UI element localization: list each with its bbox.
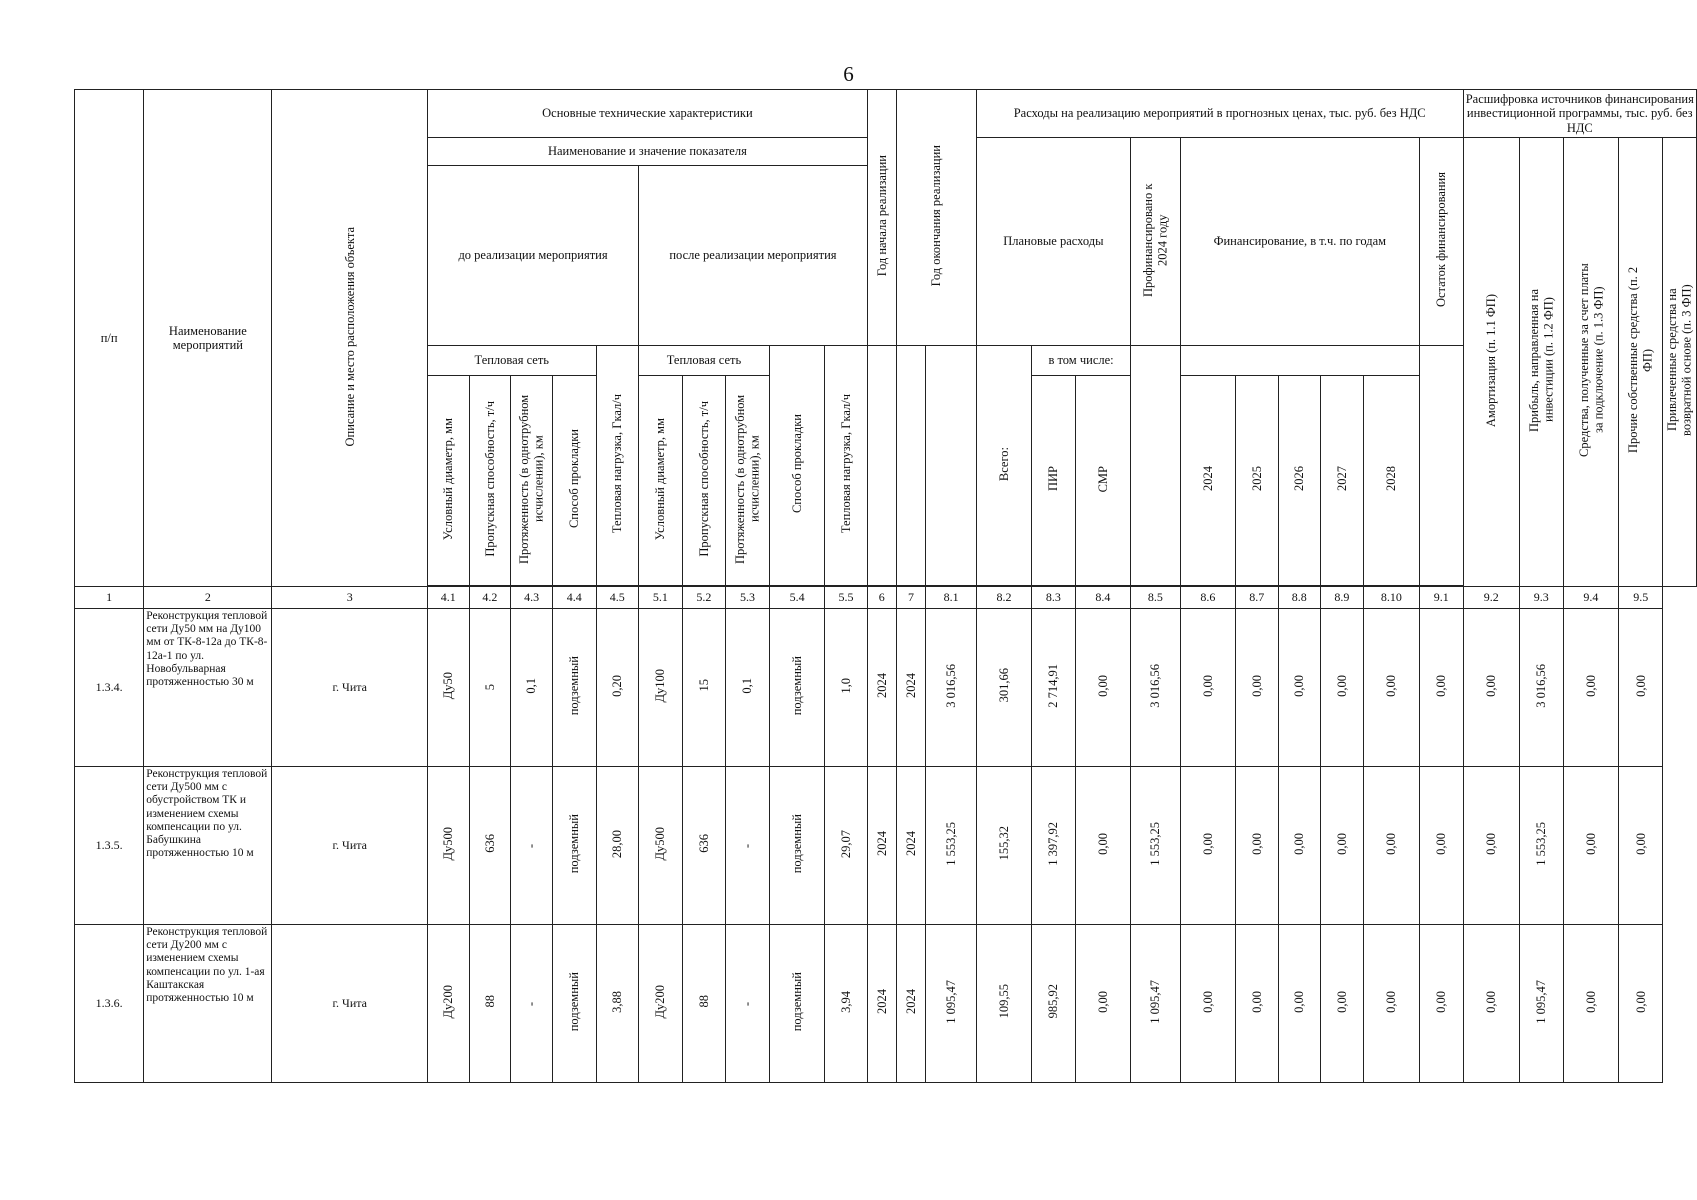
header-location: Описание и место расположения объекта — [272, 90, 428, 587]
header-financing: Финансирование, в т.ч. по годам — [1180, 138, 1419, 346]
location: г. Чита — [272, 767, 428, 925]
header-tech: Основные технические характеристики — [428, 90, 868, 138]
header-pir: ПИР — [1032, 376, 1076, 586]
header-profit: Прибыль, направленная на инвестиции (п. 1.2 ФП) — [1519, 138, 1563, 587]
header-year-2027: 2027 — [1321, 376, 1364, 586]
cell-value: - — [726, 925, 770, 1083]
cell-value: 109,55 — [976, 925, 1031, 1083]
cell-value: 0,00 — [1619, 609, 1663, 767]
cell-value: 0,00 — [1180, 925, 1235, 1083]
column-number: 6 — [867, 587, 896, 609]
cell-value: Ду500 — [428, 767, 470, 925]
header-after: после реализации мероприятия — [639, 166, 868, 346]
header-sources: Расшифровка источников финансирования инвестиционной программы, тыс. руб. без НДС — [1463, 90, 1696, 138]
header-smr: СМР — [1075, 376, 1130, 586]
cell-value: 0,00 — [1363, 925, 1419, 1083]
column-number: 2 — [144, 587, 272, 609]
cell-value: 985,92 — [1032, 925, 1076, 1083]
cell-value: 0,00 — [1235, 925, 1278, 1083]
header-name: Наименование мероприятий — [144, 90, 272, 587]
measure-name: Реконструкция тепловой сети Ду50 мм на Ду100 мм от ТК-8-12а до ТК-8-12а-1 по ул. Новобульварная протяженностью 30 м — [144, 609, 272, 767]
cell-value: 0,00 — [1420, 925, 1464, 1083]
header-amort: Амортизация (п. 1.1 ФП) — [1463, 138, 1519, 587]
header-including: в том числе: — [1032, 346, 1131, 376]
header-remaining: Остаток финансирования — [1420, 138, 1464, 346]
column-number: 3 — [272, 587, 428, 609]
column-number: 9.5 — [1619, 587, 1663, 609]
cell-value: 0,00 — [1180, 767, 1235, 925]
cell-value: 0,00 — [1420, 609, 1464, 767]
cell-value: 0,20 — [596, 609, 639, 767]
header-throughput-before: Пропускная способность, т/ч — [469, 376, 511, 586]
cell-value: 1 095,47 — [1130, 925, 1180, 1083]
cell-value: 3,94 — [825, 925, 868, 1083]
column-number: 9.1 — [1420, 587, 1464, 609]
cell-value: 0,00 — [1278, 767, 1321, 925]
cell-value: 3 016,56 — [1130, 609, 1180, 767]
header-laying-after: Способ прокладки — [769, 346, 824, 586]
column-number: 8.5 — [1130, 587, 1180, 609]
column-number: 8.1 — [926, 587, 976, 609]
column-number: 4.3 — [511, 587, 553, 609]
column-number: 8.2 — [976, 587, 1031, 609]
column-number: 4.2 — [469, 587, 511, 609]
header-year-2028: 2028 — [1363, 376, 1419, 586]
cell-value: 1 553,25 — [1519, 767, 1563, 925]
cell-value: 2 714,91 — [1032, 609, 1076, 767]
column-number: 5.3 — [726, 587, 770, 609]
cell-value: 0,00 — [1075, 609, 1130, 767]
cell-value: 3 016,56 — [926, 609, 976, 767]
cell-value: Ду100 — [639, 609, 683, 767]
header-year-2024: 2024 — [1180, 376, 1235, 586]
header-year-start: Год начала реализации — [867, 90, 896, 346]
cell-value: 0,1 — [511, 609, 553, 767]
cell-value: 15 — [682, 609, 726, 767]
cell-value: 301,66 — [976, 609, 1031, 767]
column-number: 7 — [896, 587, 926, 609]
cell-value: 0,00 — [1075, 767, 1130, 925]
cell-value: 0,00 — [1463, 609, 1519, 767]
header-year-2026: 2026 — [1278, 376, 1321, 586]
header-before: до реализации мероприятия — [428, 166, 639, 346]
cell-value: 2024 — [896, 609, 926, 767]
cell-value: 636 — [682, 767, 726, 925]
cell-value: 2024 — [867, 925, 896, 1083]
cell-value: 0,00 — [1363, 767, 1419, 925]
header-heat-load-before: Тепловая нагрузка, Гкал/ч — [596, 346, 639, 586]
cell-value: подземный — [769, 767, 824, 925]
column-number: 8.9 — [1321, 587, 1364, 609]
header-expenses: Расходы на реализацию мероприятий в прогнозных ценах, тыс. руб. без НДС — [976, 90, 1463, 138]
cell-value: подземный — [553, 767, 597, 925]
column-number: 8.3 — [1032, 587, 1076, 609]
column-number: 5.5 — [825, 587, 868, 609]
cell-value: 636 — [469, 767, 511, 925]
row-number: 1.3.4. — [75, 609, 144, 767]
header-diam-before: Условный диаметр, мм — [428, 376, 470, 586]
cell-value: 0,00 — [1075, 925, 1130, 1083]
cell-value: 1 095,47 — [926, 925, 976, 1083]
cell-value: 2024 — [896, 925, 926, 1083]
cell-value: 0,00 — [1563, 609, 1619, 767]
table-row — [75, 609, 1697, 767]
cell-value: 0,00 — [1321, 767, 1364, 925]
cell-value: 0,00 — [1619, 767, 1663, 925]
header-throughput-after: Пропускная способность, т/ч — [682, 376, 726, 586]
cell-value: 155,32 — [976, 767, 1031, 925]
header-laying-before: Способ прокладки — [553, 376, 597, 586]
cell-value: 1 397,92 — [1032, 767, 1076, 925]
column-number: 8.4 — [1075, 587, 1130, 609]
column-number: 5.4 — [769, 587, 824, 609]
header-planned: Плановые расходы — [976, 138, 1130, 346]
cell-value: 1,0 — [825, 609, 868, 767]
cell-value: 0,00 — [1321, 925, 1364, 1083]
cell-value: Ду500 — [639, 767, 683, 925]
column-number: 4.4 — [553, 587, 597, 609]
cell-value: 0,00 — [1321, 609, 1364, 767]
cell-value: 0,00 — [1463, 767, 1519, 925]
cell-value: подземный — [553, 925, 597, 1083]
column-number: 8.8 — [1278, 587, 1321, 609]
cell-value: 0,1 — [726, 609, 770, 767]
column-number: 5.2 — [682, 587, 726, 609]
cell-value: 0,00 — [1235, 767, 1278, 925]
header-fees: Средства, полученные за счет платы за подключение (п. 1.3 ФП) — [1563, 138, 1619, 587]
cell-value: 88 — [682, 925, 726, 1083]
header-pp: п/п — [75, 90, 144, 587]
cell-value: 1 095,47 — [1519, 925, 1563, 1083]
header-year-2025: 2025 — [1235, 376, 1278, 586]
cell-value: подземный — [769, 925, 824, 1083]
column-number: 4.1 — [428, 587, 470, 609]
cell-value: 0,00 — [1235, 609, 1278, 767]
cell-value: Ду200 — [428, 925, 470, 1083]
cell-value: 0,00 — [1463, 925, 1519, 1083]
header-heat-net-after: Тепловая сеть — [639, 346, 770, 376]
header-length-after: Протяженность (в однотрубном исчислении), км — [726, 376, 770, 586]
header-total: Всего: — [976, 346, 1031, 586]
cell-value: 1 553,25 — [926, 767, 976, 925]
header-length-before: Протяженность (в однотрубном исчислении), км — [511, 376, 553, 586]
measure-name: Реконструкция тепловой сети Ду200 мм с изменением схемы компенсации по ул. 1-ая Каштакская протяженностью 10 м — [144, 925, 272, 1083]
cell-value: 0,00 — [1278, 925, 1321, 1083]
cell-value: 2024 — [896, 767, 926, 925]
column-number: 9.2 — [1463, 587, 1519, 609]
cell-value: Ду200 — [639, 925, 683, 1083]
cell-value: подземный — [769, 609, 824, 767]
row-number: 1.3.5. — [75, 767, 144, 925]
header-heat-load-after: Тепловая нагрузка, Гкал/ч — [825, 346, 868, 586]
header-indicator: Наименование и значение показателя — [428, 138, 868, 166]
investment-program-table — [74, 89, 1697, 1083]
cell-value: 0,00 — [1420, 767, 1464, 925]
column-number: 1 — [75, 587, 144, 609]
cell-value: 0,00 — [1563, 925, 1619, 1083]
cell-value: 0,00 — [1278, 609, 1321, 767]
location: г. Чита — [272, 609, 428, 767]
cell-value: 3,88 — [596, 925, 639, 1083]
measure-name: Реконструкция тепловой сети Ду500 мм с обустройством ТК и изменением схемы компенсации по ул. Бабушкина протяженностью 10 м — [144, 767, 272, 925]
location: г. Чита — [272, 925, 428, 1083]
cell-value: 0,00 — [1563, 767, 1619, 925]
cell-value: 28,00 — [596, 767, 639, 925]
cell-value: Ду50 — [428, 609, 470, 767]
cell-value: 0,00 — [1619, 925, 1663, 1083]
table-row — [75, 925, 1697, 1083]
table-row — [75, 767, 1697, 925]
cell-value: 3 016,56 — [1519, 609, 1563, 767]
column-number: 9.4 — [1563, 587, 1619, 609]
row-number: 1.3.6. — [75, 925, 144, 1083]
column-number: 8.7 — [1235, 587, 1278, 609]
header-borrowed: Привлеченные средства на возвратной основе (п. 3 ФП) — [1663, 138, 1697, 587]
cell-value: 29,07 — [825, 767, 868, 925]
cell-value: 2024 — [867, 767, 896, 925]
column-number: 8.6 — [1180, 587, 1235, 609]
cell-value: 0,00 — [1363, 609, 1419, 767]
header-own: Прочие собственные средства (п. 2 ФП) — [1619, 138, 1663, 587]
header-prefinanced: Профинансировано к 2024 году — [1130, 138, 1180, 346]
header-year-end: Год окончания реализации — [896, 90, 976, 346]
column-number: 5.1 — [639, 587, 683, 609]
cell-value: 2024 — [867, 609, 896, 767]
cell-value: 0,00 — [1180, 609, 1235, 767]
column-number-row — [75, 587, 1697, 609]
cell-value: подземный — [553, 609, 597, 767]
cell-value: - — [511, 767, 553, 925]
column-number: 9.3 — [1519, 587, 1563, 609]
column-number: 4.5 — [596, 587, 639, 609]
header-heat-net-before: Тепловая сеть — [428, 346, 597, 376]
column-number: 8.10 — [1363, 587, 1419, 609]
cell-value: 1 553,25 — [1130, 767, 1180, 925]
cell-value: 5 — [469, 609, 511, 767]
header-diam-after: Условный диаметр, мм — [639, 376, 683, 586]
cell-value: - — [726, 767, 770, 925]
page-number: 6 — [843, 62, 854, 86]
cell-value: 88 — [469, 925, 511, 1083]
cell-value: - — [511, 925, 553, 1083]
